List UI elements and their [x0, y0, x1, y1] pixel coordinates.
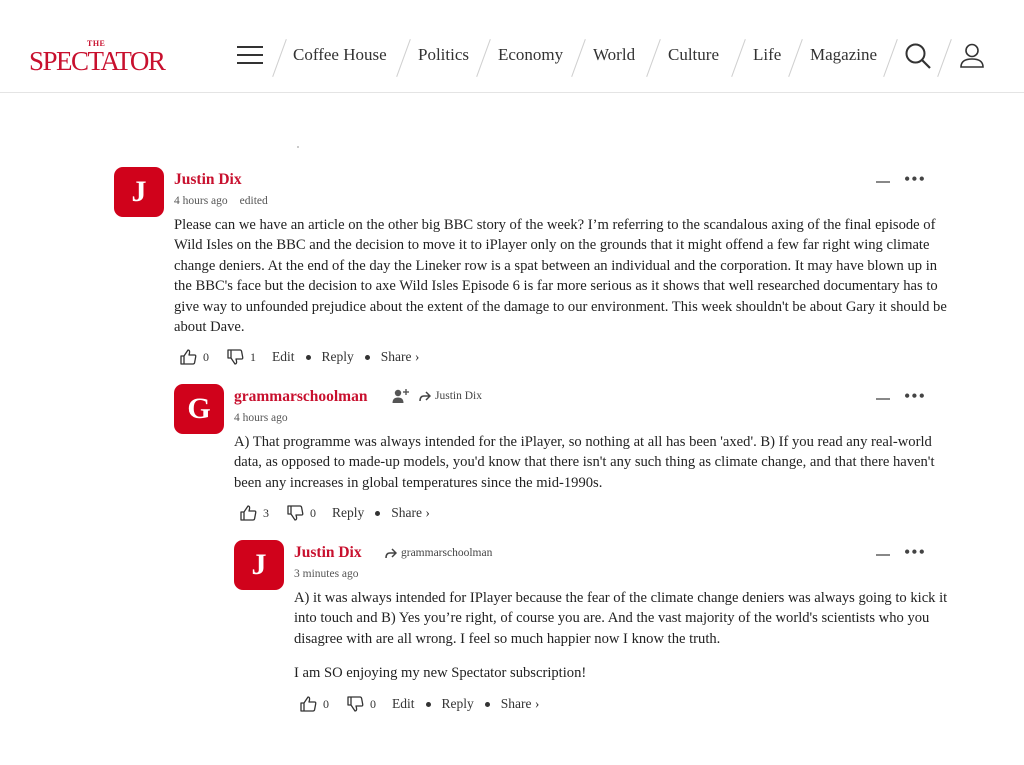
nav-world[interactable]: World [593, 45, 636, 64]
search-icon[interactable] [904, 42, 932, 70]
comment-actions [240, 503, 430, 523]
collapse-icon[interactable] [876, 554, 890, 556]
thumbs-up-icon [300, 696, 317, 712]
nav-magazine[interactable]: Magazine [810, 45, 878, 64]
reply-button[interactable]: Reply [321, 349, 354, 364]
reply-button[interactable]: Reply [441, 696, 474, 711]
nav-culture[interactable]: Culture [668, 45, 719, 64]
share-button[interactable]: Share › [500, 696, 540, 711]
thumbs-down-icon [287, 505, 304, 521]
separator-dot [365, 355, 370, 360]
more-options-icon[interactable]: ••• [904, 169, 926, 189]
comment-body [294, 588, 949, 684]
comment-paragraph: I am SO enjoying my new Spectator subscription! [294, 665, 587, 682]
nav-divider [476, 39, 491, 77]
thumbs-down-icon [227, 349, 244, 365]
more-options-icon[interactable]: ••• [904, 386, 926, 406]
avatar[interactable]: G [174, 384, 224, 434]
comment-time: 4 hours ago [234, 412, 288, 424]
nav-economy[interactable]: Economy [498, 45, 564, 64]
nav-divider [396, 39, 411, 77]
site-header [0, 0, 1024, 93]
hamburger-menu-icon[interactable] [237, 44, 263, 66]
like-button[interactable] [240, 505, 269, 521]
comment-author[interactable]: Justin Dix [174, 171, 242, 188]
avatar[interactable]: J [114, 167, 164, 217]
reply-to-name: Justin Dix [435, 390, 482, 402]
comment-author[interactable]: Justin Dix [294, 544, 362, 561]
separator-dot [297, 146, 299, 148]
more-options-icon[interactable]: ••• [904, 542, 926, 562]
reply-to[interactable] [385, 547, 492, 559]
nav-divider [883, 39, 898, 77]
comment-author[interactable]: grammarschoolman [234, 388, 368, 405]
dislike-count: 1 [250, 349, 256, 364]
dislike-count: 0 [310, 505, 316, 520]
dislike-button[interactable] [227, 349, 256, 365]
dislike-button[interactable] [287, 505, 316, 521]
reply-to[interactable] [419, 390, 482, 402]
edit-button[interactable]: Edit [272, 349, 295, 364]
user-icon[interactable] [958, 42, 986, 70]
collapse-icon[interactable] [876, 181, 890, 183]
edit-button[interactable]: Edit [392, 696, 415, 711]
nav-divider [731, 39, 746, 77]
comment-time: 4 hours ago [174, 195, 228, 207]
separator-dot [375, 511, 380, 516]
follow-user-icon[interactable] [392, 388, 410, 404]
reply-arrow-icon [419, 391, 431, 402]
comment-body [174, 215, 949, 337]
thumbs-up-icon [240, 505, 257, 521]
avatar[interactable]: J [234, 540, 284, 590]
nav-life[interactable]: Life [753, 45, 782, 64]
reply-to-name: grammarschoolman [401, 547, 493, 559]
reply-button[interactable]: Reply [332, 505, 365, 520]
thumbs-up-icon [180, 349, 197, 365]
edited-label: edited [239, 195, 268, 207]
logo-wordmark: SPECTATOR [29, 46, 165, 76]
nav-divider [646, 39, 661, 77]
separator-dot [306, 355, 311, 360]
like-count: 3 [263, 505, 269, 520]
comment-paragraph: A) That programme was always intended for the iPlayer, so nothing at all has been 'axed'. B) If you read any real-world data, as opposed to made-up models, you'd know that there isn't any such thing as climate change, and that there haven't been any increases in global temperatures since the mid-1990s. [234, 434, 935, 491]
comment-time: 3 minutes ago [294, 568, 359, 580]
comment-paragraph: A) it was always intended for IPlayer because the fear of the climate change deniers was always going to kick it into touch and B) Yes you’re right, of course you are. And the vast majority of the world's scientists who you disagree with are all wrong. I feel so much happier now I know the truth. [294, 590, 948, 647]
nav-coffee-house[interactable]: Coffee House [293, 45, 387, 64]
nav-divider [571, 39, 586, 77]
dislike-count: 0 [370, 696, 376, 711]
reply-arrow-icon [385, 548, 397, 559]
nav-divider [788, 39, 803, 77]
like-button[interactable] [180, 349, 209, 365]
comment-actions [180, 347, 419, 367]
thumbs-down-icon [347, 696, 364, 712]
comment-paragraph: Please can we have an article on the other big BBC story of the week? I’m referring to the scandalous axing of the final episode of Wild Isles on the BBC and the decision to move it to iPlayer only on the grounds that it might offend a few far right wing climate change deniers. At the end of the day the Lineker row is a spat between an individual and the corporation. It may have blown up in the BBC's face but the decision to axe Wild Isles Episode 6 is far more serious as it shows that well researched documentary has to give way to unfounded prejudice about the extent of the damage to our environment. This week shouldn't be about Gary it should be about Dave. [174, 217, 947, 336]
like-button[interactable] [300, 696, 329, 712]
nav-politics[interactable]: Politics [418, 45, 470, 64]
logo-the: THE [87, 39, 106, 48]
dislike-button[interactable] [347, 696, 376, 712]
spectator-logo[interactable] [29, 39, 165, 76]
nav-divider [937, 39, 952, 77]
collapse-icon[interactable] [876, 398, 890, 400]
like-count: 0 [323, 696, 329, 711]
comment-body [234, 432, 949, 493]
share-button[interactable]: Share › [391, 505, 430, 520]
nav-divider [272, 39, 287, 77]
comment-actions [300, 694, 539, 714]
comment-meta [174, 195, 268, 207]
separator-dot [426, 702, 431, 707]
like-count: 0 [203, 349, 209, 364]
separator-dot [485, 702, 490, 707]
share-button[interactable]: Share › [380, 349, 420, 364]
